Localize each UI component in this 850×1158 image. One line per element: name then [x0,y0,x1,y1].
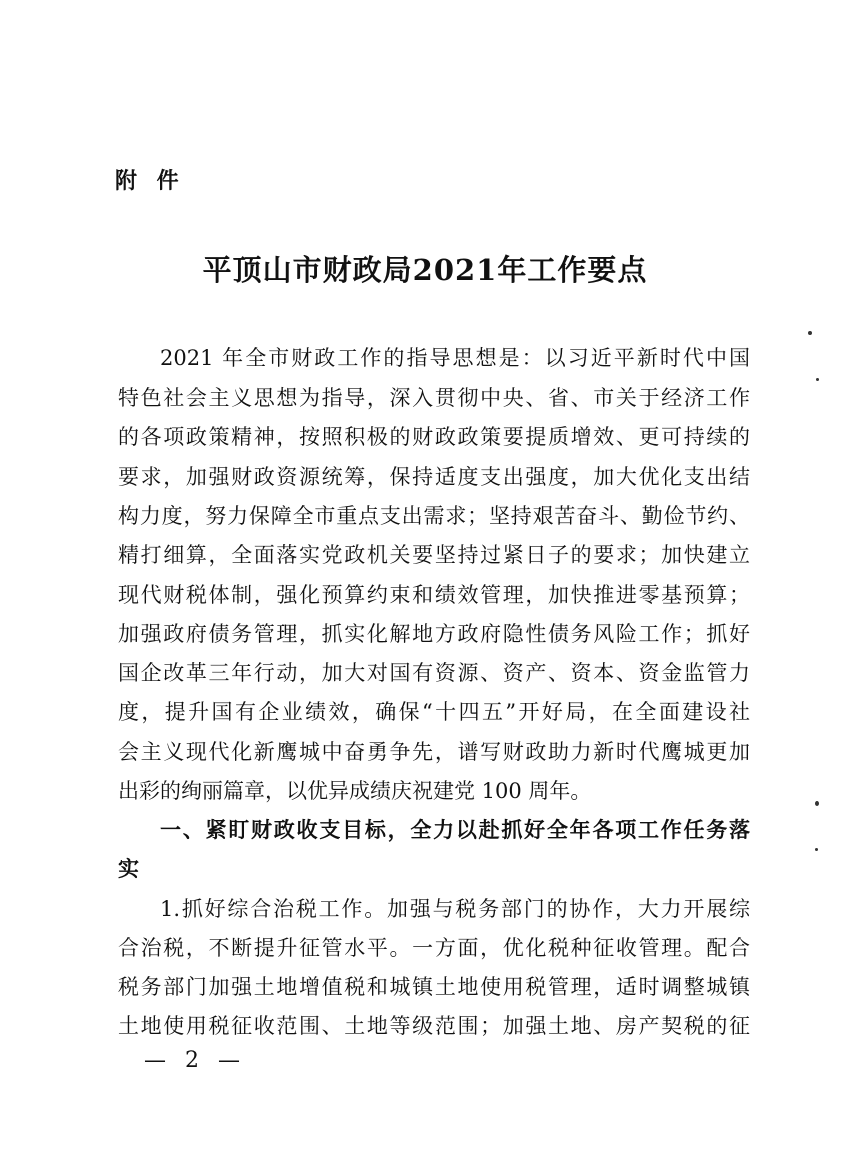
paragraph2-line-3: 税务部门加强土地增值税和城镇土地使用税管理，适时调整城镇 [118,975,750,999]
paragraph1-line-1: 2021 年全市财政工作的指导思想是：以习近平新时代中国 [160,346,750,370]
paragraph1-line-3: 的各项政策精神，按照积极的财政政策要提质增效、更可持续的 [118,425,750,449]
paragraph1-line-2: 特色社会主义思想为指导，深入贯彻中央、省、市关于经济工作 [118,386,750,410]
scan-speck [815,848,818,851]
paragraph1-line-12: 出彩的绚丽篇章，以优异成绩庆祝建党 100 周年。 [118,779,592,803]
paragraph1-line-11: 会主义现代化新鹰城中奋勇争先，谱写财政助力新时代鹰城更加 [118,740,750,764]
attachment-label: 附 件 [115,169,185,194]
paragraph2-line-1: 1.抓好综合治税工作。加强与税务部门的协作，大力开展综 [160,897,750,921]
section-heading-line-1: 一、紧盯财政收支目标，全力以赴抓好全年各项工作任务落 [160,818,750,842]
paragraph1-line-7: 现代财税体制，强化预算约束和绩效管理，加快推进零基预算； [118,583,750,607]
paragraph2-line-2: 合治税，不断提升征管水平。一方面，优化税种征收管理。配合 [118,936,750,960]
page-number: — 2 — [144,1048,246,1073]
scan-speck [815,801,819,806]
paragraph1-line-6: 精打细算，全面落实党政机关要坚持过紧日子的要求；加快建立 [118,543,750,567]
paragraph1-line-5: 构力度，努力保障全市重点支出需求；坚持艰苦奋斗、勤俭节约、 [118,504,750,528]
paragraph1-line-10: 度，提升国有企业绩效，确保“十四五”开好局，在全面建设社 [118,700,750,724]
scan-speck [816,378,819,381]
section-heading-line-2: 实 [118,857,139,881]
paragraph1-line-9: 国企改革三年行动，加大对国有资源、资产、资本、资金监管力 [118,661,750,685]
paragraph1-line-8: 加强政府债务管理，抓实化解地方政府隐性债务风险工作；抓好 [118,622,750,646]
scan-speck [808,331,812,335]
paragraph2-line-4: 土地使用税征收范围、土地等级范围；加强土地、房产契税的征 [118,1014,750,1038]
document-title: 平顶山市财政局2021年工作要点 [202,253,648,287]
paragraph1-line-4: 要求，加强财政资源统筹，保持适度支出强度，加大优化支出结 [118,465,750,489]
